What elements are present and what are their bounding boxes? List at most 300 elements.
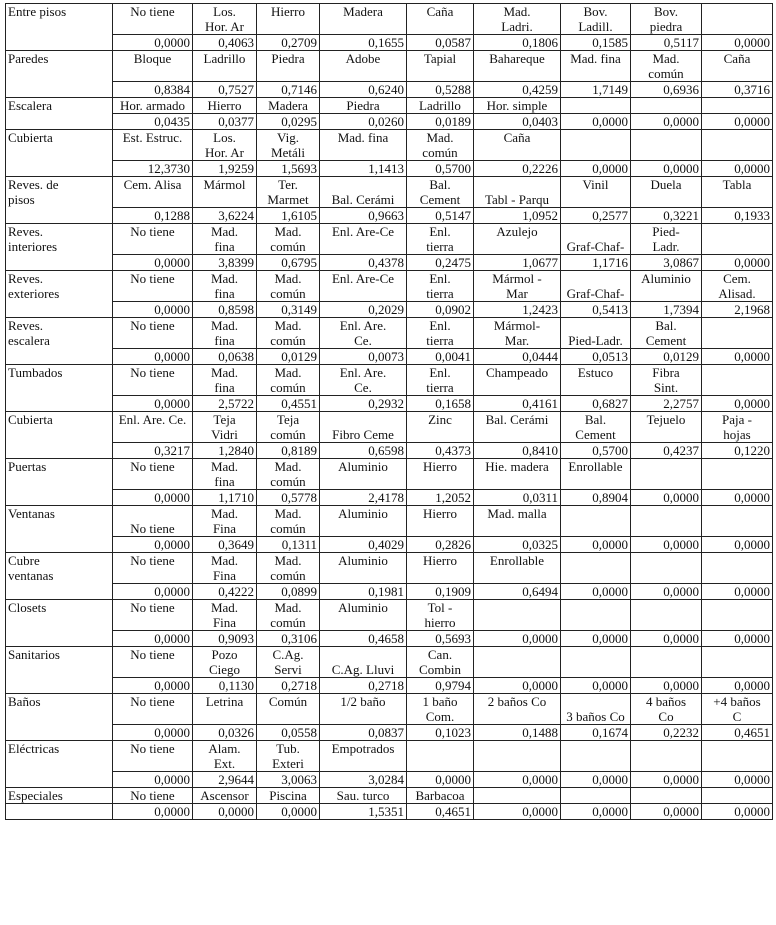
table-row-values bbox=[6, 161, 773, 177]
option-label: No tiene bbox=[113, 694, 193, 725]
table-row-labels bbox=[6, 553, 773, 584]
coefficient-value: 0,0326 bbox=[193, 725, 257, 741]
coefficient-value: 0,4161 bbox=[474, 396, 561, 412]
coefficient-value: 0,4551 bbox=[257, 396, 320, 412]
option-label bbox=[631, 459, 702, 490]
option-label: Adobe bbox=[320, 51, 407, 82]
coefficient-value: 0,0000 bbox=[113, 772, 193, 788]
table-body bbox=[6, 4, 773, 820]
option-label: Zinc bbox=[407, 412, 474, 443]
coefficient-value: 0,0558 bbox=[257, 725, 320, 741]
coefficient-value: 1,5693 bbox=[257, 161, 320, 177]
coefficient-value: 0,0000 bbox=[702, 396, 773, 412]
table-row-values bbox=[6, 804, 773, 820]
coefficient-value: 0,0000 bbox=[113, 490, 193, 506]
coefficient-value: 0,0129 bbox=[257, 349, 320, 365]
row-category: Reves. exteriores bbox=[6, 271, 113, 318]
coefficient-value: 0,0000 bbox=[561, 631, 631, 647]
option-label: No tiene bbox=[113, 647, 193, 678]
coefficient-value: 0,1311 bbox=[257, 537, 320, 553]
option-label: Mármol bbox=[193, 177, 257, 208]
coefficient-value: 0,0000 bbox=[113, 349, 193, 365]
option-label: Mad. fina bbox=[193, 365, 257, 396]
option-label: C.Ag. Servi bbox=[257, 647, 320, 678]
option-label: Graf-Chaf- bbox=[561, 271, 631, 302]
coefficient-value: 1,7149 bbox=[561, 82, 631, 98]
option-label: Madera bbox=[320, 4, 407, 35]
coefficient-value: 0,0837 bbox=[320, 725, 407, 741]
coefficient-value: 0,0000 bbox=[113, 396, 193, 412]
table-row-values bbox=[6, 772, 773, 788]
table-row-labels bbox=[6, 98, 773, 114]
option-label: Vig. Metáli bbox=[257, 130, 320, 161]
coefficient-value: 0,2226 bbox=[474, 161, 561, 177]
coefficient-value: 0,0073 bbox=[320, 349, 407, 365]
option-label bbox=[561, 741, 631, 772]
coefficient-value: 0,0000 bbox=[702, 490, 773, 506]
coefficient-value: 0,1981 bbox=[320, 584, 407, 600]
coefficient-value: 0,5700 bbox=[407, 161, 474, 177]
option-label bbox=[631, 600, 702, 631]
option-label: Hor. simple bbox=[474, 98, 561, 114]
option-label bbox=[702, 553, 773, 584]
option-label: Barbacoa bbox=[407, 788, 474, 804]
coefficient-value: 0,1220 bbox=[702, 443, 773, 459]
option-label bbox=[631, 506, 702, 537]
coefficient-value: 0,3217 bbox=[113, 443, 193, 459]
option-label: Piscina bbox=[257, 788, 320, 804]
option-label: Letrina bbox=[193, 694, 257, 725]
table-row-labels bbox=[6, 741, 773, 772]
coefficient-value: 1,1716 bbox=[561, 255, 631, 271]
option-label: Mad. fina bbox=[193, 271, 257, 302]
coefficient-value: 0,6827 bbox=[561, 396, 631, 412]
coefficient-value: 0,0000 bbox=[631, 490, 702, 506]
coefficient-value: 0,1488 bbox=[474, 725, 561, 741]
option-label: Aluminio bbox=[631, 271, 702, 302]
table-row-labels bbox=[6, 365, 773, 396]
coefficient-value: 0,4259 bbox=[474, 82, 561, 98]
option-label bbox=[631, 647, 702, 678]
coefficient-value: 0,0000 bbox=[113, 255, 193, 271]
option-label: Estuco bbox=[561, 365, 631, 396]
coefficient-value: 0,0000 bbox=[561, 537, 631, 553]
coefficient-value: 1,1710 bbox=[193, 490, 257, 506]
option-label: Enl. Are-Ce bbox=[320, 271, 407, 302]
coefficient-value: 0,3106 bbox=[257, 631, 320, 647]
coefficient-value: 0,0260 bbox=[320, 114, 407, 130]
coefficient-value: 0,0000 bbox=[113, 584, 193, 600]
coefficient-value: 1,2052 bbox=[407, 490, 474, 506]
coefficient-value: 0,8189 bbox=[257, 443, 320, 459]
option-label: Bal. Cement bbox=[631, 318, 702, 349]
option-label: No tiene bbox=[113, 365, 193, 396]
table-row-values bbox=[6, 678, 773, 694]
coefficient-value: 0,0000 bbox=[113, 302, 193, 318]
option-label bbox=[631, 98, 702, 114]
table-row-values bbox=[6, 490, 773, 506]
coefficient-value: 0,0000 bbox=[702, 35, 773, 51]
cost-coefficient-table bbox=[5, 3, 773, 820]
table-row-values bbox=[6, 208, 773, 224]
option-label: Mad. fina bbox=[193, 224, 257, 255]
coefficient-value: 0,0000 bbox=[631, 678, 702, 694]
coefficient-value: 0,0189 bbox=[407, 114, 474, 130]
coefficient-value: 0,1674 bbox=[561, 725, 631, 741]
table-row-labels bbox=[6, 506, 773, 537]
option-label: Mad. malla bbox=[474, 506, 561, 537]
coefficient-value: 0,4063 bbox=[193, 35, 257, 51]
option-label bbox=[561, 98, 631, 114]
coefficient-value: 0,2718 bbox=[257, 678, 320, 694]
table-row-labels bbox=[6, 459, 773, 490]
coefficient-value: 0,0000 bbox=[561, 114, 631, 130]
option-label: Aluminio bbox=[320, 506, 407, 537]
option-label: Los. Hor. Ar bbox=[193, 130, 257, 161]
option-label: Enl. Are-Ce bbox=[320, 224, 407, 255]
coefficient-value: 0,0638 bbox=[193, 349, 257, 365]
coefficient-value: 0,0000 bbox=[702, 537, 773, 553]
coefficient-value: 0,4658 bbox=[320, 631, 407, 647]
coefficient-value: 1,5351 bbox=[320, 804, 407, 820]
coefficient-value: 0,0000 bbox=[113, 678, 193, 694]
option-label bbox=[702, 318, 773, 349]
coefficient-value: 0,4237 bbox=[631, 443, 702, 459]
option-label: Caña bbox=[474, 130, 561, 161]
coefficient-value: 0,0000 bbox=[561, 678, 631, 694]
option-label: Pozo Ciego bbox=[193, 647, 257, 678]
table-row-values bbox=[6, 396, 773, 412]
option-label bbox=[407, 741, 474, 772]
table-row-labels bbox=[6, 51, 773, 82]
coefficient-value: 0,0000 bbox=[631, 114, 702, 130]
coefficient-value: 0,0000 bbox=[113, 537, 193, 553]
option-label: No tiene bbox=[113, 4, 193, 35]
option-label: Aluminio bbox=[320, 600, 407, 631]
row-category: Cubre ventanas bbox=[6, 553, 113, 600]
option-label: Teja Vidri bbox=[193, 412, 257, 443]
coefficient-value: 0,4222 bbox=[193, 584, 257, 600]
row-category: Closets bbox=[6, 600, 113, 647]
coefficient-value: 2,1968 bbox=[702, 302, 773, 318]
coefficient-value: 0,5413 bbox=[561, 302, 631, 318]
option-label: C.Ag. Lluvi bbox=[320, 647, 407, 678]
coefficient-value: 0,0000 bbox=[113, 804, 193, 820]
row-category: Baños bbox=[6, 694, 113, 741]
option-label: No tiene bbox=[113, 600, 193, 631]
coefficient-value: 0,5778 bbox=[257, 490, 320, 506]
table-row-values bbox=[6, 82, 773, 98]
coefficient-value: 0,6598 bbox=[320, 443, 407, 459]
coefficient-value: 0,2709 bbox=[257, 35, 320, 51]
option-label: Mad. común bbox=[631, 51, 702, 82]
coefficient-value: 0,0000 bbox=[474, 804, 561, 820]
coefficient-value: 0,0000 bbox=[631, 537, 702, 553]
table-row-labels bbox=[6, 4, 773, 35]
option-label: Can. Combin bbox=[407, 647, 474, 678]
coefficient-value: 3,0284 bbox=[320, 772, 407, 788]
option-label: No tiene bbox=[113, 224, 193, 255]
option-label: Hierro bbox=[257, 4, 320, 35]
table-row-values bbox=[6, 584, 773, 600]
option-label: Enl. tierra bbox=[407, 224, 474, 255]
option-label bbox=[702, 365, 773, 396]
option-label bbox=[561, 130, 631, 161]
option-label: Sau. turco bbox=[320, 788, 407, 804]
coefficient-value: 0,0000 bbox=[702, 804, 773, 820]
coefficient-value: 1,0952 bbox=[474, 208, 561, 224]
option-label: Bahareque bbox=[474, 51, 561, 82]
option-label: Madera bbox=[257, 98, 320, 114]
coefficient-value: 0,0902 bbox=[407, 302, 474, 318]
option-label bbox=[702, 647, 773, 678]
coefficient-value: 0,1585 bbox=[561, 35, 631, 51]
option-label: Tabl - Parqu bbox=[474, 177, 561, 208]
coefficient-value: 0,3716 bbox=[702, 82, 773, 98]
coefficient-value: 0,0000 bbox=[702, 584, 773, 600]
coefficient-value: 0,5117 bbox=[631, 35, 702, 51]
option-label: Hor. armado bbox=[113, 98, 193, 114]
option-label: Enrollable bbox=[561, 459, 631, 490]
option-label: Mad. común bbox=[257, 600, 320, 631]
coefficient-value: 0,2232 bbox=[631, 725, 702, 741]
option-label: Tol - hierro bbox=[407, 600, 474, 631]
option-label: Graf-Chaf- bbox=[561, 224, 631, 255]
option-label: Mad. Fina bbox=[193, 506, 257, 537]
option-label: Duela bbox=[631, 177, 702, 208]
coefficient-value: 3,6224 bbox=[193, 208, 257, 224]
coefficient-value: 0,7146 bbox=[257, 82, 320, 98]
option-label: Mad. fina bbox=[320, 130, 407, 161]
coefficient-value: 0,0041 bbox=[407, 349, 474, 365]
option-label bbox=[631, 788, 702, 804]
coefficient-value: 2,4178 bbox=[320, 490, 407, 506]
coefficient-value: 0,9663 bbox=[320, 208, 407, 224]
coefficient-value: 1,2840 bbox=[193, 443, 257, 459]
row-category-continued bbox=[6, 804, 113, 820]
coefficient-value: 0,0899 bbox=[257, 584, 320, 600]
option-label: Mad. Fina bbox=[193, 600, 257, 631]
option-label: Vinil bbox=[561, 177, 631, 208]
row-category: Sanitarios bbox=[6, 647, 113, 694]
option-label: Aluminio bbox=[320, 553, 407, 584]
option-label: Piedra bbox=[320, 98, 407, 114]
option-label: Hierro bbox=[407, 506, 474, 537]
table-row-labels bbox=[6, 318, 773, 349]
option-label: No tiene bbox=[113, 271, 193, 302]
coefficient-value: 0,1288 bbox=[113, 208, 193, 224]
option-label bbox=[561, 647, 631, 678]
table-row-values bbox=[6, 255, 773, 271]
coefficient-value: 0,0000 bbox=[474, 678, 561, 694]
coefficient-value: 2,5722 bbox=[193, 396, 257, 412]
option-label: Tub. Exteri bbox=[257, 741, 320, 772]
coefficient-value: 0,9794 bbox=[407, 678, 474, 694]
coefficient-value: 3,0867 bbox=[631, 255, 702, 271]
option-label: Mad. fina bbox=[193, 318, 257, 349]
coefficient-value: 0,6240 bbox=[320, 82, 407, 98]
option-label bbox=[474, 647, 561, 678]
coefficient-value: 0,0000 bbox=[113, 35, 193, 51]
option-label: 1 baño Com. bbox=[407, 694, 474, 725]
option-label bbox=[702, 741, 773, 772]
table-row-labels bbox=[6, 412, 773, 443]
option-label: Mármol- Mar. bbox=[474, 318, 561, 349]
row-category: Reves. interiores bbox=[6, 224, 113, 271]
coefficient-value: 0,1909 bbox=[407, 584, 474, 600]
option-label: Mad. Ladri. bbox=[474, 4, 561, 35]
coefficient-value: 0,0000 bbox=[702, 631, 773, 647]
option-label: Enl. Are. Ce. bbox=[320, 318, 407, 349]
coefficient-value: 0,0325 bbox=[474, 537, 561, 553]
coefficient-value: 0,1933 bbox=[702, 208, 773, 224]
coefficient-value: 0,8598 bbox=[193, 302, 257, 318]
option-label: Bov. piedra bbox=[631, 4, 702, 35]
option-label bbox=[702, 600, 773, 631]
coefficient-value: 1,2423 bbox=[474, 302, 561, 318]
option-label: Enl. tierra bbox=[407, 271, 474, 302]
option-label: No tiene bbox=[113, 506, 193, 537]
coefficient-value: 0,0000 bbox=[407, 772, 474, 788]
coefficient-value: 2,2757 bbox=[631, 396, 702, 412]
option-label: Mad. común bbox=[257, 318, 320, 349]
coefficient-value: 0,1023 bbox=[407, 725, 474, 741]
option-label: Mad. común bbox=[257, 271, 320, 302]
row-category: Tumbados bbox=[6, 365, 113, 412]
option-label: Mad. fina bbox=[193, 459, 257, 490]
option-label: Tejuelo bbox=[631, 412, 702, 443]
option-label: Bloque bbox=[113, 51, 193, 82]
option-label: Bal. Cerámi bbox=[320, 177, 407, 208]
table-row-values bbox=[6, 114, 773, 130]
option-label: Caña bbox=[407, 4, 474, 35]
option-label bbox=[561, 600, 631, 631]
coefficient-value: 0,0435 bbox=[113, 114, 193, 130]
coefficient-value: 0,8904 bbox=[561, 490, 631, 506]
option-label: 3 baños Co bbox=[561, 694, 631, 725]
coefficient-value: 12,3730 bbox=[113, 161, 193, 177]
option-label: Bov. Ladill. bbox=[561, 4, 631, 35]
table-row-labels bbox=[6, 130, 773, 161]
option-label: Mad. común bbox=[257, 459, 320, 490]
coefficient-value: 0,0295 bbox=[257, 114, 320, 130]
option-label: Pied- Ladr. bbox=[631, 224, 702, 255]
coefficient-value: 0,3221 bbox=[631, 208, 702, 224]
coefficient-value: 0,5700 bbox=[561, 443, 631, 459]
table-row-values bbox=[6, 725, 773, 741]
option-label: Paja - hojas bbox=[702, 412, 773, 443]
coefficient-value: 0,0000 bbox=[702, 678, 773, 694]
option-label bbox=[631, 741, 702, 772]
coefficient-value: 0,0403 bbox=[474, 114, 561, 130]
option-label: Bal. Cerámi bbox=[474, 412, 561, 443]
option-label bbox=[561, 788, 631, 804]
row-category: Reves. de pisos bbox=[6, 177, 113, 224]
option-label: Enrollable bbox=[474, 553, 561, 584]
coefficient-value: 0,5693 bbox=[407, 631, 474, 647]
coefficient-value: 1,6105 bbox=[257, 208, 320, 224]
option-label: Pied-Ladr. bbox=[561, 318, 631, 349]
coefficient-value: 1,1413 bbox=[320, 161, 407, 177]
option-label: No tiene bbox=[113, 553, 193, 584]
coefficient-value: 0,1655 bbox=[320, 35, 407, 51]
coefficient-value: 0,0000 bbox=[561, 161, 631, 177]
option-label: Azulejo bbox=[474, 224, 561, 255]
table-row-labels bbox=[6, 694, 773, 725]
option-label: Mad. fina bbox=[561, 51, 631, 82]
row-category: Escalera bbox=[6, 98, 113, 130]
row-category: Entre pisos bbox=[6, 4, 113, 51]
table-row-labels bbox=[6, 224, 773, 255]
coefficient-value: 0,0000 bbox=[702, 772, 773, 788]
option-label: No tiene bbox=[113, 788, 193, 804]
option-label: Mad. común bbox=[257, 365, 320, 396]
option-label: Hierro bbox=[407, 459, 474, 490]
option-label: Hie. madera bbox=[474, 459, 561, 490]
coefficient-value: 0,2932 bbox=[320, 396, 407, 412]
row-category: Puertas bbox=[6, 459, 113, 506]
coefficient-value: 0,0000 bbox=[702, 349, 773, 365]
coefficient-value: 0,1130 bbox=[193, 678, 257, 694]
coefficient-value: 0,0000 bbox=[474, 772, 561, 788]
option-label: Común bbox=[257, 694, 320, 725]
coefficient-value: 0,1806 bbox=[474, 35, 561, 51]
coefficient-value: 0,3649 bbox=[193, 537, 257, 553]
table-row-labels bbox=[6, 271, 773, 302]
table-row-values bbox=[6, 349, 773, 365]
coefficient-value: 2,9644 bbox=[193, 772, 257, 788]
coefficient-value: 3,8399 bbox=[193, 255, 257, 271]
option-label: Mad. común bbox=[257, 224, 320, 255]
coefficient-value: 0,0000 bbox=[113, 631, 193, 647]
option-label: 1/2 baño bbox=[320, 694, 407, 725]
table-row-values bbox=[6, 443, 773, 459]
coefficient-value: 0,7527 bbox=[193, 82, 257, 98]
option-label bbox=[702, 224, 773, 255]
coefficient-value: 0,0000 bbox=[474, 631, 561, 647]
coefficient-value: 0,0129 bbox=[631, 349, 702, 365]
option-label bbox=[702, 506, 773, 537]
coefficient-value: 3,0063 bbox=[257, 772, 320, 788]
coefficient-value: 1,9259 bbox=[193, 161, 257, 177]
option-label: Enl. tierra bbox=[407, 318, 474, 349]
coefficient-value: 0,6795 bbox=[257, 255, 320, 271]
option-label: Ladrillo bbox=[193, 51, 257, 82]
coefficient-value: 0,0000 bbox=[193, 804, 257, 820]
coefficient-value: 0,2718 bbox=[320, 678, 407, 694]
coefficient-value: 0,0000 bbox=[561, 584, 631, 600]
option-label: Enl. Are. Ce. bbox=[113, 412, 193, 443]
coefficient-value: 0,5147 bbox=[407, 208, 474, 224]
option-label: Mad. Fina bbox=[193, 553, 257, 584]
option-label bbox=[702, 98, 773, 114]
option-label: Empotrados bbox=[320, 741, 407, 772]
option-label: Est. Estruc. bbox=[113, 130, 193, 161]
row-category: Cubierta bbox=[6, 130, 113, 177]
option-label: Hierro bbox=[407, 553, 474, 584]
coefficient-value: 0,0000 bbox=[631, 772, 702, 788]
option-label: Hierro bbox=[193, 98, 257, 114]
row-category: Cubierta bbox=[6, 412, 113, 459]
coefficient-value: 0,2029 bbox=[320, 302, 407, 318]
coefficient-value: 0,0000 bbox=[702, 161, 773, 177]
table-row-values bbox=[6, 302, 773, 318]
option-label: +4 baños C bbox=[702, 694, 773, 725]
row-category: Ventanas bbox=[6, 506, 113, 553]
coefficient-value: 0,0444 bbox=[474, 349, 561, 365]
option-label: Mad. común bbox=[257, 506, 320, 537]
coefficient-value: 0,4651 bbox=[702, 725, 773, 741]
